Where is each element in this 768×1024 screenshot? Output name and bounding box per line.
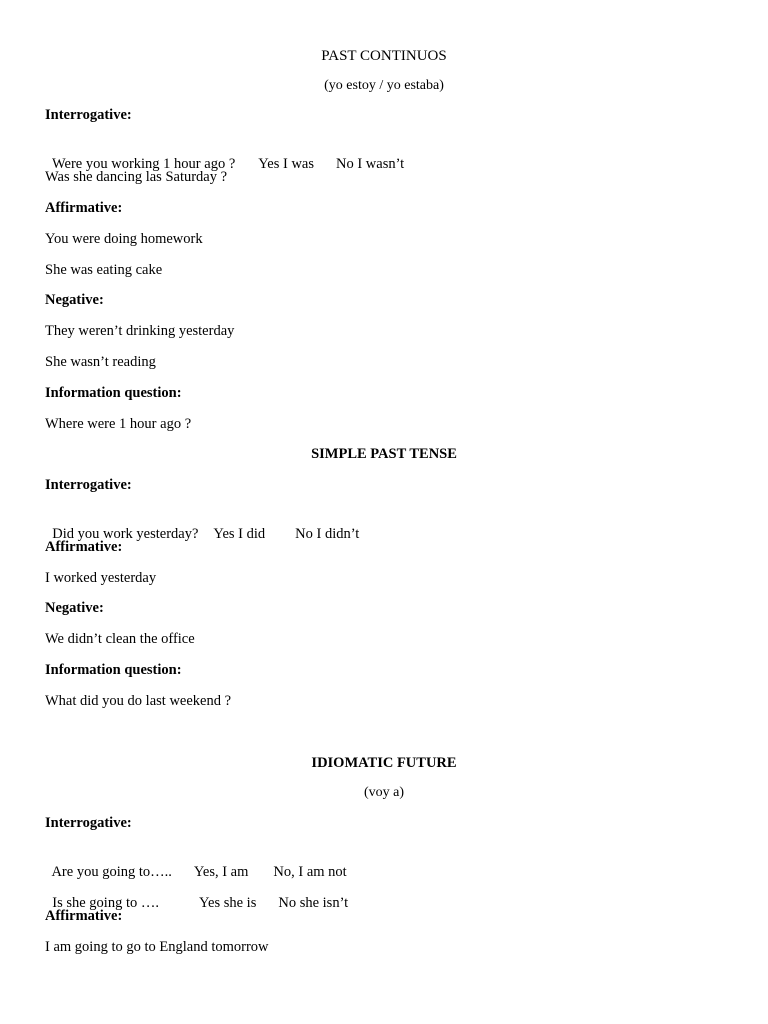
example-sentence: She wasn’t reading <box>45 354 156 370</box>
example-answer-yes: Yes, I am <box>193 864 249 880</box>
example-answer-no: No she isn’t <box>278 895 349 911</box>
example-question: Are you going to….. <box>51 864 172 880</box>
example-answer-no: No I didn’t <box>295 526 360 542</box>
example-sentence: They weren’t drinking yesterday <box>45 323 235 339</box>
example-answer-yes: Yes I was <box>258 156 314 172</box>
label-interrogative: Interrogative: <box>45 477 132 493</box>
example-sentence: I am going to go to England tomorrow <box>45 939 269 955</box>
example-sentence: We didn’t clean the office <box>45 631 195 647</box>
section-subtitle-past-continuous: (yo estoy / yo estaba) <box>324 78 444 93</box>
example-question: Were you working 1 hour ago ? <box>52 156 236 172</box>
example-answer-no: No, I am not <box>273 864 347 880</box>
label-information-question: Information question: <box>45 385 182 401</box>
example-answer-no: No I wasn’t <box>336 156 405 172</box>
example-answer-yes: Yes she is <box>198 895 257 911</box>
example-sentence: Was she dancing las Saturday ? <box>45 169 228 185</box>
example-sentence: What did you do last weekend ? <box>45 693 232 709</box>
section-title-simple-past: SIMPLE PAST TENSE <box>311 446 457 462</box>
section-title-past-continuous: PAST CONTINUOS <box>321 48 447 64</box>
example-sentence: Where were 1 hour ago ? <box>45 416 192 432</box>
label-negative: Negative: <box>45 292 104 308</box>
section-title-idiomatic-future: IDIOMATIC FUTURE <box>311 755 457 771</box>
label-interrogative: Interrogative: <box>45 107 132 123</box>
label-affirmative: Affirmative: <box>45 539 123 555</box>
example-sentence: I worked yesterday <box>45 570 157 586</box>
label-affirmative: Affirmative: <box>45 908 123 924</box>
example-question: Is she going to …. <box>52 895 159 911</box>
example-sentence: She was eating cake <box>45 262 163 278</box>
label-negative: Negative: <box>45 600 104 616</box>
label-information-question: Information question: <box>45 662 182 678</box>
example-question: Did you work yesterday? <box>52 526 199 542</box>
label-affirmative: Affirmative: <box>45 200 123 216</box>
section-subtitle-idiomatic-future: (voy a) <box>363 785 405 800</box>
example-answer-yes: Yes I did <box>213 526 266 542</box>
example-sentence: You were doing homework <box>45 231 203 247</box>
label-interrogative: Interrogative: <box>45 815 132 831</box>
